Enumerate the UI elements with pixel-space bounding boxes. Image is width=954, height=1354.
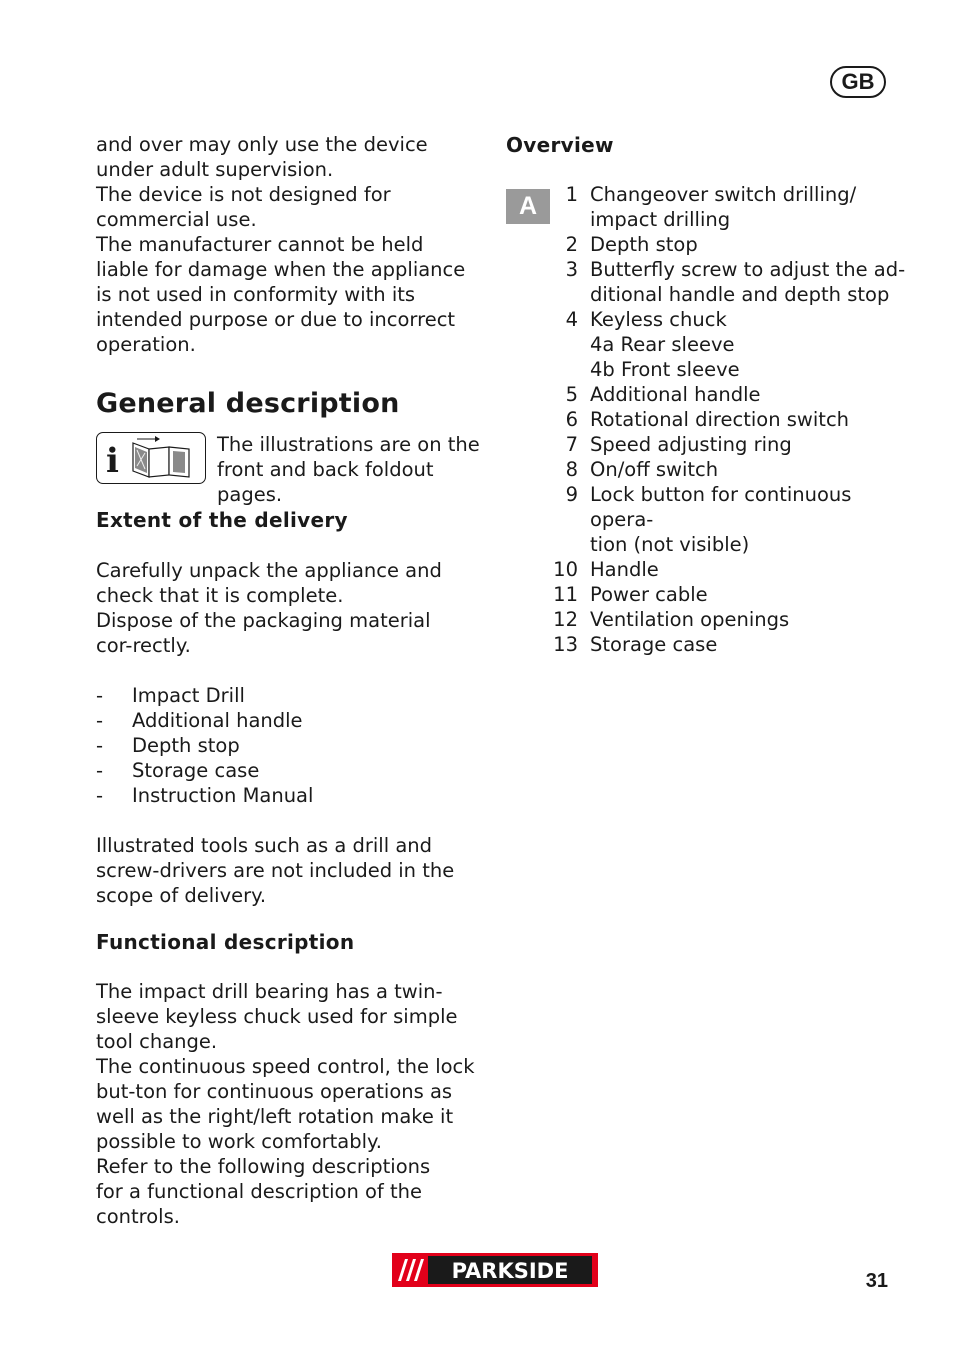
list-item-text: Additional handle xyxy=(132,709,303,732)
list-item-text: Depth stop xyxy=(132,734,240,757)
info-note xyxy=(96,432,488,506)
item-number: 4 xyxy=(565,308,578,331)
item-number: 2 xyxy=(565,233,578,256)
brand-wordmark: PARKSIDE xyxy=(451,1259,569,1283)
list-bullet: - xyxy=(96,709,104,732)
overview-item xyxy=(536,382,916,407)
item-line: Speed adjusting ring xyxy=(590,433,792,456)
tools-note: Illustrated tools such as a drill and screw-drivers are not included in the scope of delivery. xyxy=(96,834,455,907)
item-line: On/off switch xyxy=(590,458,719,481)
item-number: 3 xyxy=(565,258,578,281)
list-item-text: Storage case xyxy=(132,759,260,782)
item-line: Ventilation openings xyxy=(590,608,790,631)
intro-paragraph: The device is not designed for commercial use. xyxy=(96,183,391,231)
item-number: 12 xyxy=(553,608,578,631)
overview-item xyxy=(536,457,916,482)
intro-paragraph: The manufacturer cannot be held liable for damage when the appliance is not used in conformity with its intended purpose or due to incorrect operation. xyxy=(96,233,466,356)
info-text: The illustrations are on the front and back foldout pages. xyxy=(217,433,480,506)
list-bullet: - xyxy=(96,734,104,757)
item-line: Depth stop xyxy=(590,233,698,256)
item-number: 13 xyxy=(553,633,578,656)
page-number: 31 xyxy=(865,1270,888,1292)
list-item xyxy=(96,683,488,708)
item-number: 6 xyxy=(565,408,578,431)
overview-list xyxy=(536,182,916,657)
list-item xyxy=(96,708,488,733)
item-line: Keyless chuck xyxy=(590,308,727,331)
section-heading-extent-of-delivery: Extent of the delivery xyxy=(96,508,348,532)
language-badge: GB xyxy=(830,66,886,98)
item-line: Additional handle xyxy=(590,383,761,406)
list-item xyxy=(96,758,488,783)
item-line: Changeover switch drilling/ xyxy=(590,183,857,206)
item-line: Rotational direction switch xyxy=(590,408,850,431)
item-line: Power cable xyxy=(590,583,708,606)
list-bullet: - xyxy=(96,784,104,807)
functional-paragraph: The continuous speed control, the lock but-ton for continuous operations as well as the right/left rotation make it possible to work comfortably. xyxy=(96,1055,475,1153)
item-line: 4b Front sleeve xyxy=(590,358,740,381)
item-line: Butterfly screw to adjust the ad- xyxy=(590,258,906,281)
figure-a-marker: A xyxy=(506,189,550,224)
section-heading-general-description: General description xyxy=(96,388,400,419)
item-number: 8 xyxy=(565,458,578,481)
svg-text:i: i xyxy=(106,441,119,481)
overview-item xyxy=(536,307,916,382)
list-item-text: Instruction Manual xyxy=(132,784,314,807)
functional-paragraph: Refer to the following descriptions for a functional description of the controls. xyxy=(96,1155,431,1228)
item-line: impact drilling xyxy=(590,208,731,231)
overview-item xyxy=(536,407,916,432)
list-item xyxy=(96,783,488,808)
item-line: Lock button for continuous opera- xyxy=(590,483,852,531)
right-column xyxy=(506,130,906,656)
overview-item xyxy=(536,557,916,582)
overview-item xyxy=(536,632,916,657)
item-number: 11 xyxy=(553,583,578,606)
item-number: 10 xyxy=(553,558,578,581)
item-line: 4a Rear sleeve xyxy=(590,333,735,356)
extent-paragraph: Carefully unpack the appliance and check that it is complete. xyxy=(96,559,442,607)
item-number: 9 xyxy=(565,483,578,506)
extent-text xyxy=(96,558,488,658)
left-column xyxy=(96,132,488,1229)
item-line: tion (not visible) xyxy=(590,533,750,556)
section-heading-functional-description: Functional description xyxy=(96,930,355,954)
item-line: Handle xyxy=(590,558,659,581)
item-number: 1 xyxy=(565,183,578,206)
overview-item xyxy=(536,607,916,632)
foldout-info-icon xyxy=(96,432,206,484)
overview-item xyxy=(536,582,916,607)
overview-item xyxy=(536,257,916,307)
list-bullet: - xyxy=(96,684,104,707)
overview-item xyxy=(536,232,916,257)
item-number: 7 xyxy=(565,433,578,456)
functional-paragraph: The impact drill bearing has a twin-sleeve keyless chuck used for simple tool change. xyxy=(96,980,458,1053)
parkside-logo xyxy=(392,1253,598,1287)
item-number: 5 xyxy=(565,383,578,406)
overview-item xyxy=(536,432,916,457)
item-line: Storage case xyxy=(590,633,718,656)
item-line: ditional handle and depth stop xyxy=(590,283,890,306)
overview-item xyxy=(536,182,916,232)
extent-paragraph: Dispose of the packaging material cor-rectly. xyxy=(96,609,431,657)
overview-item xyxy=(536,482,916,557)
list-item-text: Impact Drill xyxy=(132,684,245,707)
functional-text xyxy=(96,979,488,1229)
list-item xyxy=(96,733,488,758)
intro-paragraph: and over may only use the device under adult supervision. xyxy=(96,133,428,181)
section-heading-overview: Overview xyxy=(506,133,614,157)
delivery-list xyxy=(96,683,488,808)
list-bullet: - xyxy=(96,759,104,782)
